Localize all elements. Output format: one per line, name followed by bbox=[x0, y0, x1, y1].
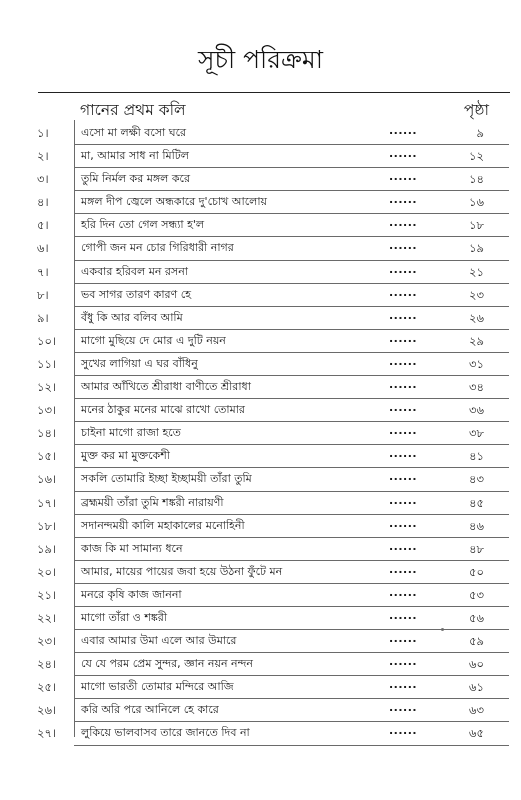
toc-row bbox=[0, 145, 521, 168]
toc-row-page: ২১ bbox=[469, 264, 484, 279]
toc-row-number: ৮। bbox=[37, 287, 49, 302]
toc-row-page: ২৩ bbox=[469, 287, 484, 302]
header-rule bbox=[38, 92, 510, 93]
toc-row-number: ১৯। bbox=[37, 541, 57, 556]
toc-row bbox=[0, 699, 521, 722]
toc-row bbox=[0, 515, 521, 538]
toc-row-title: তুমি নির্মল কর মঙ্গল করে bbox=[81, 172, 191, 186]
toc-row-page: ১২ bbox=[469, 149, 484, 164]
toc-row-page: ১৮ bbox=[469, 218, 484, 233]
toc-row-leader-dots: ...... bbox=[389, 147, 418, 161]
toc-row-leader-dots: ...... bbox=[389, 655, 418, 669]
toc-row bbox=[0, 330, 521, 353]
toc-row-title: কাজ কি মা সামান্য ধনে bbox=[81, 541, 183, 555]
row-divider bbox=[74, 745, 509, 746]
toc-row bbox=[0, 261, 521, 284]
toc-row bbox=[0, 399, 521, 422]
toc-row-page: ৪৩ bbox=[469, 472, 484, 487]
toc-row-leader-dots: ...... bbox=[389, 724, 418, 738]
toc-row-number: ৭। bbox=[37, 264, 49, 279]
toc-row-number: ১০। bbox=[37, 333, 57, 348]
toc-row bbox=[0, 538, 521, 561]
toc-row-number: ১৩। bbox=[37, 403, 57, 418]
toc-row-leader-dots: ...... bbox=[389, 331, 418, 345]
toc-row bbox=[0, 307, 521, 330]
toc-row-leader-dots: ...... bbox=[389, 539, 418, 553]
toc-row-leader-dots: ...... bbox=[389, 262, 418, 276]
toc-row-page: ৩৪ bbox=[469, 380, 484, 395]
toc-row-leader-dots: ...... bbox=[389, 493, 418, 507]
toc-row-leader-dots: ...... bbox=[389, 447, 418, 461]
toc-row-leader-dots: ...... bbox=[389, 701, 418, 715]
toc-row-title: মাগো ভারতী তোমার মন্দিরে আজি bbox=[81, 680, 234, 694]
toc-row-title: গোপী জন মন চোর গিরিধারী নাগর bbox=[81, 241, 234, 255]
toc-row-title: চাইনা মাগো রাজা হতে bbox=[81, 426, 181, 440]
toc-row-leader-dots: ...... bbox=[389, 678, 418, 692]
toc-row bbox=[0, 676, 521, 699]
toc-row bbox=[0, 653, 521, 676]
toc-row-number: ১৪। bbox=[37, 426, 57, 441]
toc-row-leader-dots: ...... bbox=[389, 354, 418, 368]
toc-row-number: ১৫। bbox=[37, 449, 57, 464]
toc-row-number: ১২। bbox=[37, 380, 57, 395]
toc-row-page: ৩১ bbox=[469, 356, 484, 371]
toc-row bbox=[0, 191, 521, 214]
toc-row-title: সুখের লাগিয়া এ ঘর বাঁধিনু bbox=[81, 356, 198, 370]
toc-row-title: বঁধু কি আর বলিব আমি bbox=[81, 310, 183, 324]
toc-row bbox=[0, 422, 521, 445]
toc-row-page: ৪৮ bbox=[469, 541, 484, 556]
toc-row-number: ৫। bbox=[37, 218, 49, 233]
toc-row-title: মনরে কৃষি কাজ জাননা bbox=[81, 587, 182, 601]
toc-row-page: ৬৩ bbox=[469, 703, 484, 718]
toc-row-number: ২১। bbox=[37, 587, 57, 602]
toc-row-leader-dots: ...... bbox=[389, 308, 418, 322]
toc-row-leader-dots: ...... bbox=[389, 562, 418, 576]
toc-row-page: ৯ bbox=[476, 126, 484, 140]
toc-row-page: ৪৫ bbox=[469, 495, 484, 510]
toc-row-number: ২২। bbox=[37, 610, 57, 625]
column-header-title: গানের প্রথম কলি bbox=[80, 101, 186, 119]
toc-row-page: ৫০ bbox=[469, 564, 484, 579]
toc-row-number: ১। bbox=[37, 126, 49, 140]
toc-row-leader-dots: ...... bbox=[389, 632, 418, 646]
toc-row-number: ২৭। bbox=[37, 726, 57, 741]
toc-row-number: ১১। bbox=[37, 356, 57, 371]
toc-row-page: ৫৩ bbox=[469, 587, 484, 602]
toc-row-title: মাগো মুছিয়ে দে মোর এ দুটি নয়ন bbox=[81, 333, 226, 347]
toc-row-leader-dots: ...... bbox=[389, 124, 418, 137]
toc-row-title: মঙ্গল দীপ জ্বেলে অন্ধকারে দু'চোখ আলোয় bbox=[81, 195, 268, 209]
toc-row-page: ২৬ bbox=[469, 310, 484, 325]
toc-row-number: ৩। bbox=[37, 172, 49, 187]
toc-row-page: ২৯ bbox=[469, 333, 484, 348]
toc-row-page: ৪৬ bbox=[469, 518, 484, 533]
toc-row-title: সদানন্দময়ী কালি মহাকালের মনোহিনী bbox=[81, 518, 245, 532]
toc-row bbox=[0, 492, 521, 515]
toc-row-number: ২৩। bbox=[37, 634, 57, 649]
toc-row-number: ১৮। bbox=[37, 518, 57, 533]
toc-row-leader-dots: ...... bbox=[389, 216, 418, 230]
toc-row-title: একবার হরিবল মন রসনা bbox=[81, 264, 188, 278]
toc-row-leader-dots: ...... bbox=[389, 424, 418, 438]
toc-row-page: ১৯ bbox=[469, 241, 484, 256]
toc-row-number: ২৬। bbox=[37, 703, 57, 718]
toc-row bbox=[0, 584, 521, 607]
toc-row-title: আমার আঁখিতে শ্রীরাধা বাণীতে শ্রীরাধা bbox=[81, 380, 251, 394]
toc-row-number: ৪। bbox=[37, 195, 49, 210]
toc-row bbox=[0, 376, 521, 399]
toc-row-leader-dots: ...... bbox=[389, 378, 418, 392]
toc-row-leader-dots: ...... bbox=[389, 193, 418, 207]
toc-row bbox=[0, 353, 521, 376]
toc-row-page: ৫৯ bbox=[469, 634, 484, 649]
toc-row-page: ৩৬ bbox=[469, 403, 484, 418]
toc-row-leader-dots: ...... bbox=[389, 608, 418, 622]
toc-row-leader-dots: ...... bbox=[389, 239, 418, 253]
toc-row-number: ২৪। bbox=[37, 657, 57, 672]
toc-row-leader-dots: ...... bbox=[389, 401, 418, 415]
toc-row bbox=[0, 168, 521, 191]
toc-row bbox=[0, 214, 521, 237]
toc-row bbox=[0, 445, 521, 468]
toc-row-number: ২। bbox=[37, 149, 49, 164]
toc-row-leader-dots: ...... bbox=[389, 516, 418, 530]
toc-row-title: মাগো তাঁরা ও শঙ্করী bbox=[81, 610, 167, 624]
toc-row-page: ১৬ bbox=[469, 195, 484, 210]
toc-row-title: ভব সাগর তারণ কারণ হে bbox=[81, 287, 191, 301]
toc-row-title: এবার আমার উমা এলে আর উমারে bbox=[81, 634, 237, 648]
toc-row-number: ১৬। bbox=[37, 472, 57, 487]
toc-row-title: সকলি তোমারি ইচ্ছা ইচ্ছাময়ী তাঁরা তুমি bbox=[81, 472, 252, 486]
toc-row-leader-dots: ...... bbox=[389, 585, 418, 599]
toc-row-number: ১৭। bbox=[37, 495, 57, 510]
toc-row-page: ৪১ bbox=[469, 449, 484, 464]
page-title: সূচী পরিক্রমা bbox=[197, 45, 323, 74]
toc-row-leader-dots: ...... bbox=[389, 470, 418, 484]
toc-row-title: যে যে পরম প্রেম সুন্দর, জ্ঞান নয়ন নন্দন bbox=[81, 657, 253, 671]
toc-row bbox=[0, 468, 521, 491]
toc-row bbox=[0, 722, 521, 745]
toc-row bbox=[0, 122, 521, 145]
toc-row-page: ৫৬ bbox=[469, 610, 484, 625]
toc-row-title: করি অরি পরে আনিলে হে কারে bbox=[81, 703, 219, 717]
toc-row-leader-dots: ...... bbox=[389, 285, 418, 299]
toc-row-leader-dots: ...... bbox=[389, 170, 418, 184]
toc-row-number: ২৫। bbox=[37, 680, 57, 695]
toc-row-title: মুক্ত কর মা মুক্তকেশী bbox=[81, 449, 170, 463]
toc-row-number: ৯। bbox=[37, 310, 49, 325]
toc-row-page: ১৪ bbox=[469, 172, 484, 187]
toc-list bbox=[0, 122, 521, 746]
toc-row-title: মা, আমার সাধ না মিটিল bbox=[81, 149, 189, 163]
toc-row bbox=[0, 284, 521, 307]
toc-row-title: লুকিয়ে ভালবাসব তারে জানতে দিব না bbox=[81, 726, 250, 740]
toc-row-number: ২০। bbox=[37, 564, 57, 579]
column-header-page: পৃষ্ঠা bbox=[463, 101, 489, 119]
toc-row bbox=[0, 607, 521, 630]
toc-row-page: ৬০ bbox=[469, 657, 484, 672]
toc-row-title: এসো মা লক্ষী বসো ঘরে bbox=[81, 126, 187, 139]
toc-row-page: ৬১ bbox=[469, 680, 484, 695]
toc-row-title: আমার, মায়ের পায়ের জবা হয়ে উঠনা ফুঁটে মন bbox=[81, 564, 283, 578]
toc-row-title: হরি দিন তো গেল সন্ধ্যা হ'ল bbox=[81, 218, 205, 232]
toc-row-title: মনের ঠাকুর মনের মাঝে রাখো তোমার bbox=[81, 403, 245, 417]
toc-row-title: ব্রহ্মময়ী তাঁরা তুমি শঙ্করী নারায়ণী bbox=[81, 495, 224, 509]
toc-row-number: ৬। bbox=[37, 241, 49, 256]
toc-row bbox=[0, 561, 521, 584]
toc-row bbox=[0, 237, 521, 260]
toc-row-page: ৬৫ bbox=[469, 726, 484, 741]
toc-row-page: ৩৮ bbox=[469, 426, 484, 441]
toc-row bbox=[0, 630, 521, 653]
